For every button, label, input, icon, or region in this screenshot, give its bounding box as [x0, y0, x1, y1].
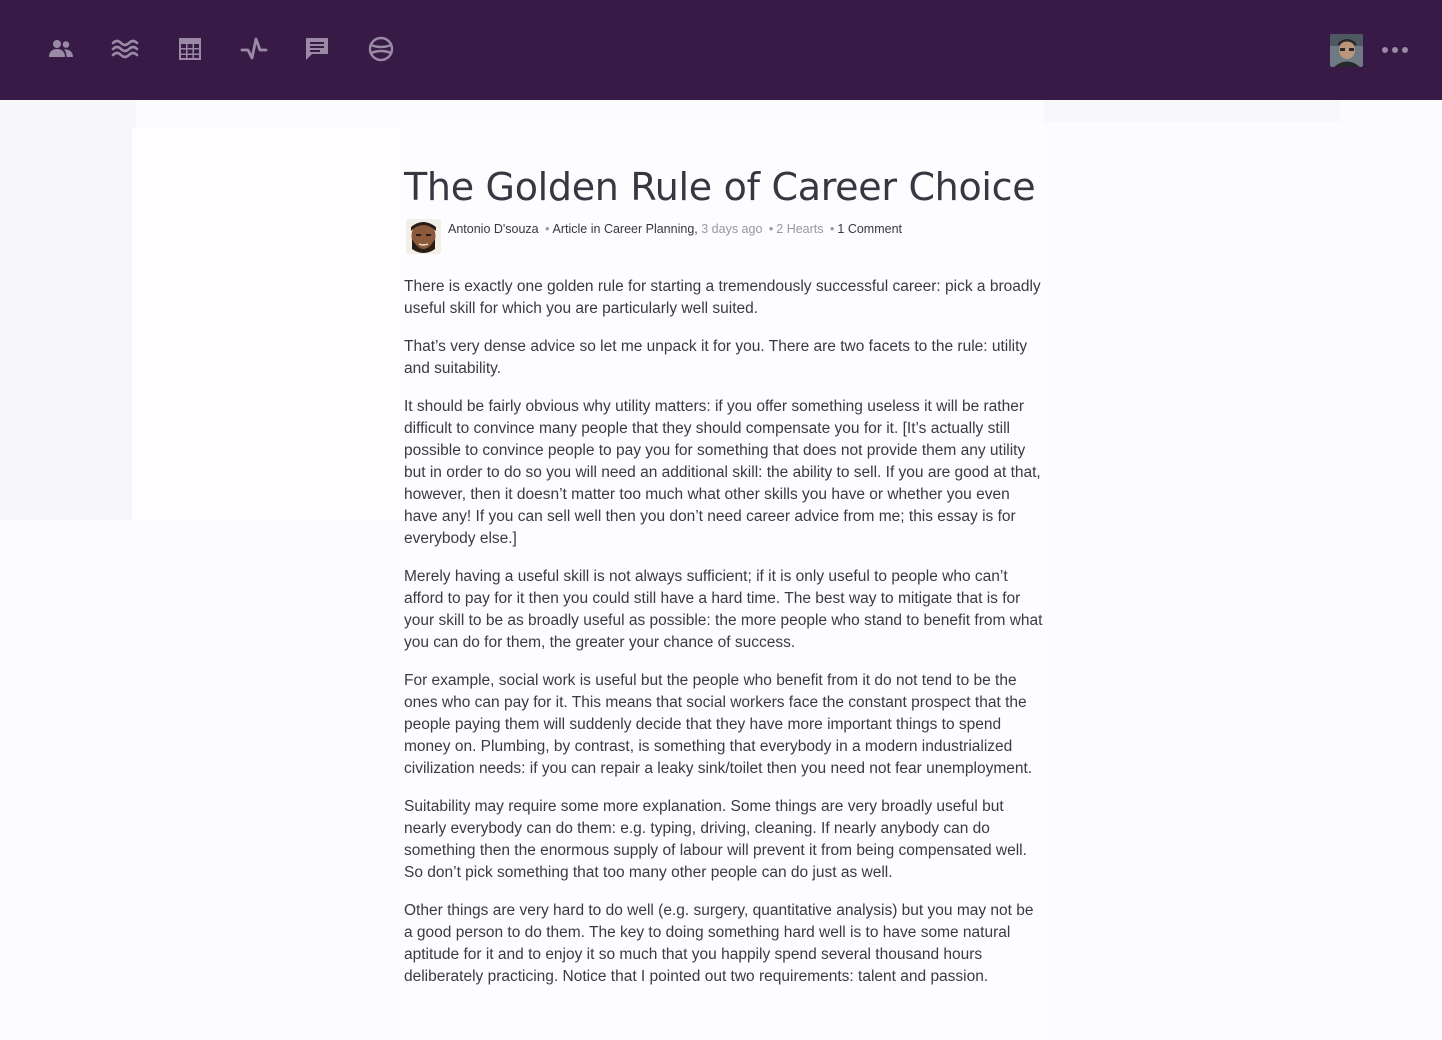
meta-separator: • [545, 222, 550, 236]
author-name-link[interactable]: Antonio D'souza [448, 222, 539, 236]
left-side-panel [0, 100, 136, 520]
post-time: 3 days ago [701, 222, 763, 236]
right-side-panel [1044, 100, 1340, 122]
user-avatar[interactable] [1330, 34, 1363, 67]
more-horizontal-icon[interactable] [1380, 40, 1410, 60]
article-paragraph: Merely having a useful skill is not always sufficient; if it is only useful to people who can’t afford to pay for it then you could still have a hard time. The best way to mitigate that is for your skill to be as broadly useful as possible: the more people who stand to benefit from what you can do for them, the greater your chance of success. [404, 568, 1043, 651]
hearts-count[interactable]: 2 Hearts [776, 222, 824, 236]
article-title: The Golden Rule of Career Choice [404, 165, 1036, 209]
article-meta [404, 218, 1044, 256]
people-icon[interactable] [46, 34, 76, 64]
waves-icon[interactable] [110, 34, 140, 64]
article-paragraph: Suitability may require some more explanation. Some things are very broadly useful but nearly everybody can do them: e.g. typing, driving, cleaning. If nearly anybody can do something then the enormous supply of labour will prevent it from being compensated well. So don’t pick something that too many other people can do just as well. [404, 798, 1027, 881]
article-paragraph: That’s very dense advice so let me unpack it for you. There are two facets to the rule: utility and suitability. [404, 338, 1028, 377]
author-avatar[interactable] [406, 219, 441, 254]
article-paragraph: It should be fairly obvious why utility matters: if you offer something useless it will be rather difficult to convince many people that they should compensate you for it. [It’s actually still possible to convince people to pay you for something that does not provide them any utility but in order to do so you will need an additional skill: the ability to sell. If you are good at that, however, then it doesn’t matter too much what other skills you have or whether you even have any! If you can sell well then you don’t need career advice from me; this essay is for everybody else.] [404, 398, 1041, 547]
left-side-panel-card [132, 128, 404, 520]
meta-separator: • [830, 222, 835, 236]
chat-bubble-icon[interactable] [302, 34, 332, 64]
meta-separator: • [768, 222, 774, 236]
activity-pulse-icon[interactable] [239, 34, 269, 64]
article-paragraph: Other things are very hard to do well (e.g. surgery, quantitative analysis) but you may not be a good person to do them. The key to doing something hard well is to have some natural aptitude for it and to enjoy it so much that you happily spend several thousand hours deliberately practicing. Notice that I pointed out two requirements: talent and passion. [404, 902, 1034, 985]
category-link[interactable]: Career Planning, [603, 222, 698, 236]
article-type-label: Article in [552, 222, 601, 236]
comments-link[interactable]: 1 Comment [837, 222, 903, 236]
article-body [404, 276, 1044, 988]
article-paragraph: For example, social work is useful but the people who benefit from it do not tend to be the ones who can pay for it. This means that social workers face the constant prospect that the people paying them will suddenly decide that they have more important things to spend money on. Plumbing, by contrast, is something that everybody in a modern industrialized civilization needs: if you can repair a leaky sink/toilet then you need not fear unemployment. [404, 672, 1033, 777]
grid-table-icon[interactable] [175, 34, 205, 64]
globe-icon[interactable] [366, 34, 396, 64]
top-navigation-bar [0, 0, 1442, 100]
article-paragraph: There is exactly one golden rule for starting a tremendously successful career: pick a broadly useful skill for which you are particularly well suited. [404, 278, 1041, 317]
article [404, 160, 1044, 1004]
